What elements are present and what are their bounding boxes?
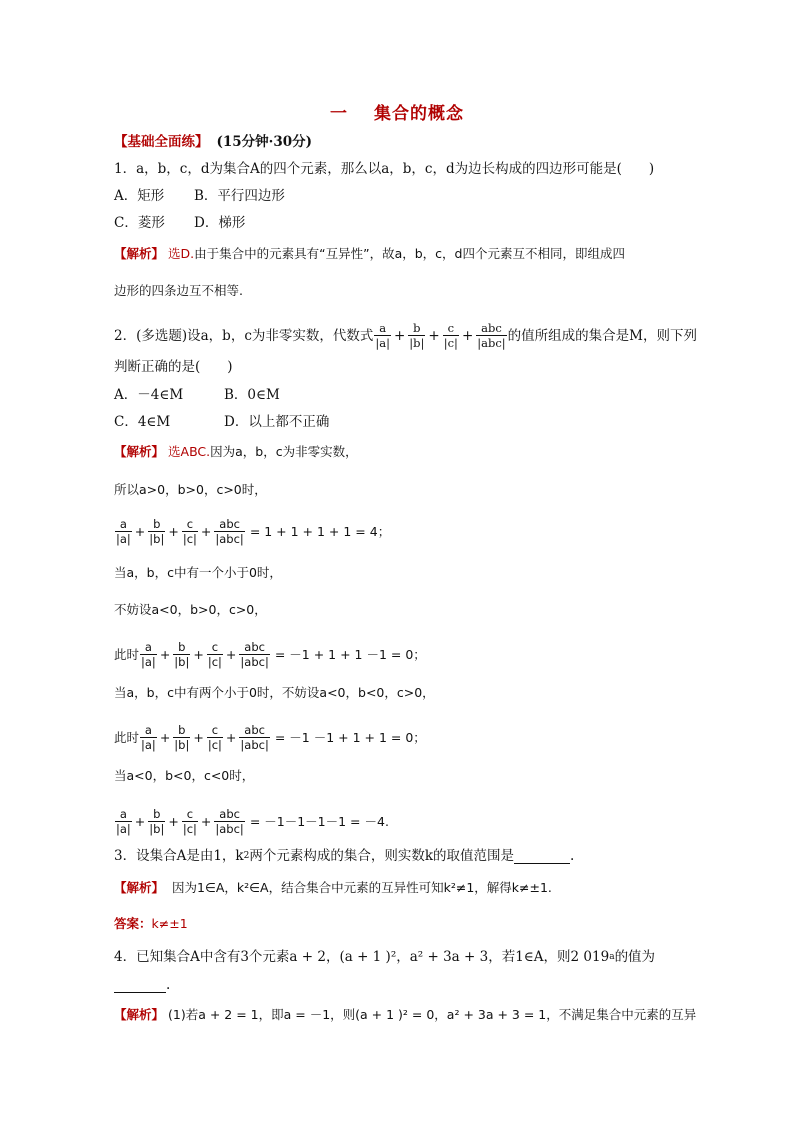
q2-option-d: D．以上都不正确 [224, 414, 330, 430]
q1-solution-choice: 选D. [168, 246, 195, 261]
q2-solution-line2: 所以a>0，b>0，c>0时， [114, 482, 267, 497]
q2-solution-line1: 因为a，b，c为非零实数， [210, 444, 358, 459]
q4-stem: 4．已知集合A中含有3个元素a + 2，(a + 1 )²，a² + 3a + 3，若1∈A，则2 019 a 的值为 [114, 949, 656, 965]
q2-solution-choice: 选ABC. [168, 444, 211, 459]
q4-solution [114, 1006, 696, 1024]
q2-stem: 2．(多选题)设a，b，c为非零实数，代数式 $\frac{a}{|a|}$ + $\frac{b}{|b|}$ + $\frac{c}{|c|}$ + $\frac{\text{abc}}{\text{|abc|}}$ 的值所组成的集合是M，则下列 [114, 321, 697, 350]
section-header [114, 133, 312, 151]
q2-equation-2: 此时 $\frac{a}{|a|}$ + $\frac{b}{|b|}$ + $\frac{c}{|c|}$ + $\frac{\text{abc}}{\text{|abc|}}$ = －1 + 1 + 1 －1 = 0； [114, 640, 426, 669]
q1-option-d: D．梯形 [194, 215, 246, 231]
q2-solution-line9: 当a<0，b<0，c<0时， [114, 768, 255, 783]
q4-answer-blank[interactable] [114, 978, 166, 993]
q2-stem-post: 的值所组成的集合是M，则下列 [507, 327, 697, 344]
q1-option-a: A．矩形 [114, 188, 165, 204]
q2-option-c: C．4∈M [114, 414, 171, 430]
q1-solution-tag: 【解析】 [114, 246, 165, 261]
q2-option-b: B．0∈M [224, 387, 280, 403]
q1-option-b: B．平行四边形 [194, 188, 285, 204]
q4-stem-line2: . [114, 976, 170, 994]
q3-answer [114, 915, 188, 933]
q3-solution-text: 因为1∈A，k²∈A，结合集合中元素的互异性可知k²≠1，解得k≠±1. [172, 880, 552, 895]
q2-solution [114, 443, 358, 461]
q1-options-row1 [114, 187, 285, 205]
q1-options-row2 [114, 214, 245, 232]
q1-stem: 1．a，b，c，d为集合A的四个元素，那么以a，b，c，d为边长构成的四边形可能是( ) [114, 161, 655, 177]
q2-stem-frac-c: $\frac{c}{|c|}$ [443, 321, 458, 350]
q1-solution-line1: 由于集合中的元素具有“互异性”，故a，b，c，d四个元素互不相同，即组成四 [194, 246, 625, 261]
q2-solution-line4: 当a，b，c中有一个小于0时， [114, 565, 282, 580]
q3-answer-blank[interactable] [514, 849, 570, 864]
q2-option-a: A．－4∈M [114, 387, 184, 403]
q3-solution-tag: 【解析】 [114, 880, 165, 895]
q2-solution-line5: 不妨设a<0，b>0，c>0， [114, 602, 267, 617]
q3-answer-label: 答案： [114, 916, 152, 931]
q2-stem-frac-abc: $\frac{\text{abc}}{\text{|abc|}}$ [477, 321, 506, 350]
q2-solution-tag: 【解析】 [114, 444, 165, 459]
q4-solution-text: (1)若a + 2 = 1，即a = －1，则(a + 1 )² = 0，a² + 3a + 3 = 1，不满足集合中元素的互异 [168, 1007, 697, 1022]
q1-solution [114, 245, 625, 263]
q2-stem-pre: 2．(多选题)设a，b，c为非零实数，代数式 [114, 327, 374, 344]
q4-solution-tag: 【解析】 [114, 1007, 165, 1022]
q2-equation-4: $\frac{a}{|a|}$ + $\frac{b}{|b|}$ + $\frac{c}{|c|}$ + $\frac{\text{abc}}{\text{|abc|}}$ = －1－1－1－1 = －4. [116, 807, 389, 836]
q2-options-row2 [114, 413, 329, 431]
q2-solution-line7: 当a，b，c中有两个小于0时，不妨设a<0，b<0，c>0， [114, 685, 435, 700]
q2-equation-3: 此时 $\frac{a}{|a|}$ + $\frac{b}{|b|}$ + $\frac{c}{|c|}$ + $\frac{\text{abc}}{\text{|abc|}}$ = －1 －1 + 1 + 1 = 0； [114, 723, 426, 752]
q3-stem: 3．设集合A是由1，k 2 两个元素构成的集合，则实数k的取值范围是 . [114, 848, 575, 864]
title-number: 一 [330, 104, 348, 124]
q3-solution [114, 879, 552, 897]
title-text: 集合的概念 [374, 104, 464, 124]
q2-equation-1: $\frac{a}{|a|}$ + $\frac{b}{|b|}$ + $\frac{c}{|c|}$ + $\frac{\text{abc}}{\text{|abc|}}$ = 1 + 1 + 1 + 1 = 4； [116, 517, 391, 546]
q3-answer-value: k≠±1 [151, 916, 188, 931]
q2-stem-line2: 判断正确的是( ) [114, 359, 233, 375]
section-tag: 【基础全面练】 [114, 134, 209, 150]
q2-stem-frac-a: $\frac{a}{|a|}$ [375, 321, 390, 350]
q2-stem-frac-b: $\frac{b}{|b|}$ [409, 321, 425, 350]
section-meta: (15分钟·30分) [216, 134, 313, 150]
page-title [0, 99, 794, 124]
q1-option-c: C．菱形 [114, 215, 165, 231]
q2-options-row1 [114, 386, 280, 404]
q1-solution-line2: 边形的四条边互不相等. [114, 283, 243, 298]
